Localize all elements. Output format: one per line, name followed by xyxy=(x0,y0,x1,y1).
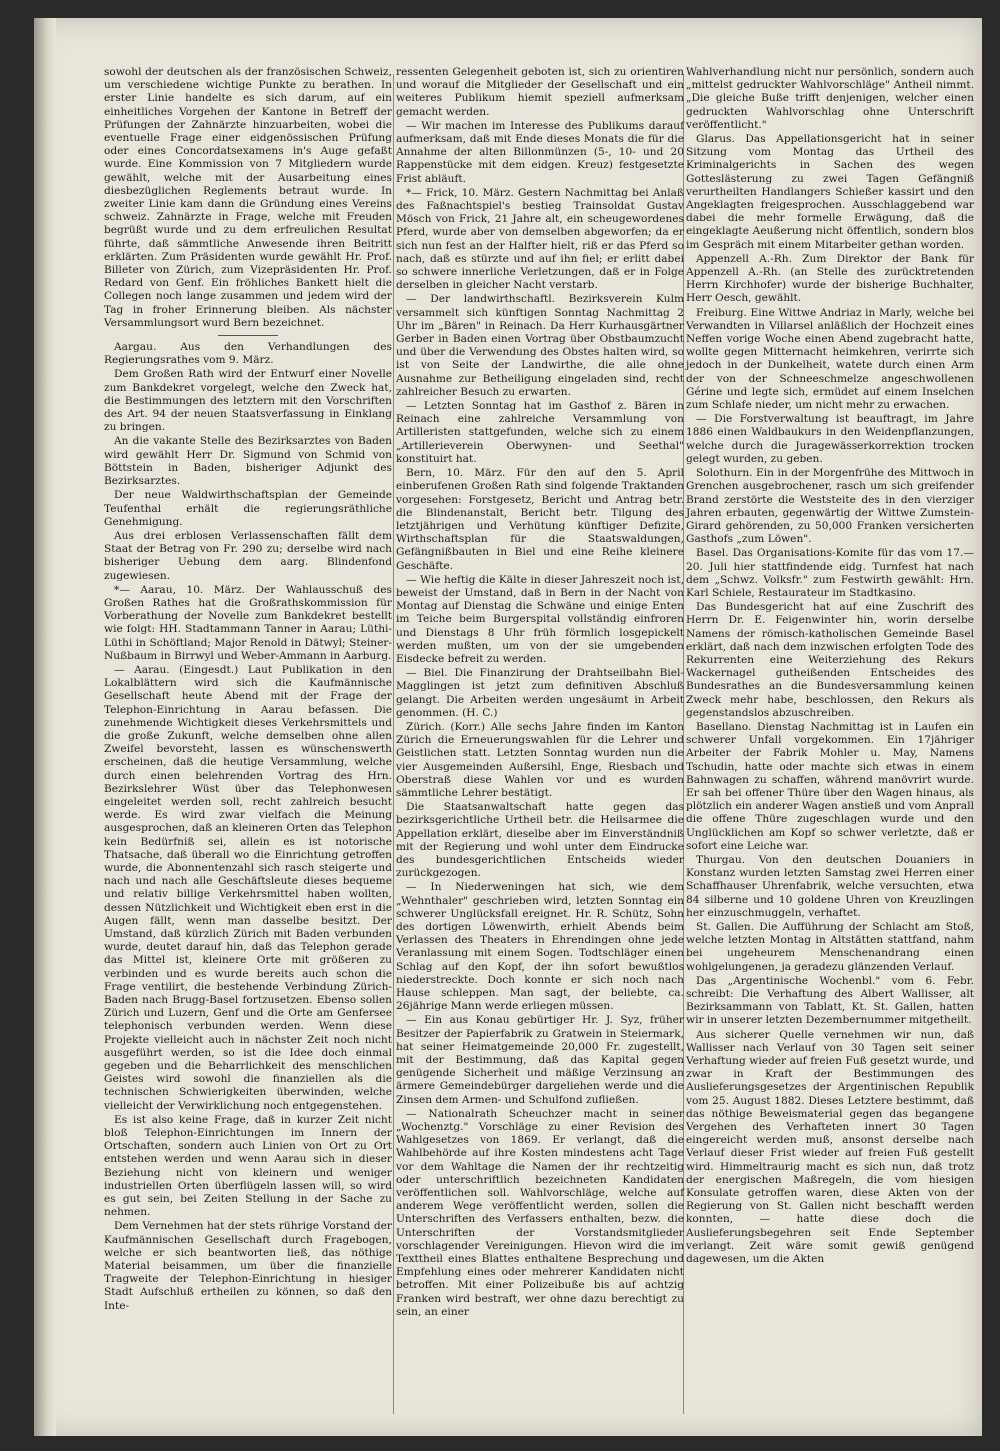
article-text: — Letzten Sonntag hat im Gasthof z. Bären in Reinach eine zahlreiche Versammlung von Artilleristen stattgefunden, welche sich zu einem „Artillerieverein Oberwynen- und Seethal" konstituirt hat. xyxy=(396,400,684,465)
column-2 xyxy=(396,66,684,1320)
article-text: Glarus. Das Appellationsgericht hat in seiner Sitzung vom Montag das Urtheil des Kriminalgerichts in Sachen des wegen Gotteslästerung zu zwei Tagen Gefängniß verurtheilten Handlangers Schießer kassirt und den Angeklagten freigesprochen. Ausschlaggebend war dabei die mehr formelle Erwägung, daß die eingeklagte Aeußerung nicht öffentlich, sondern blos im Gespräch mit einem Mitarbeiter gethan worden. xyxy=(686,133,974,251)
article-text: Basel. Das Organisations-Komite für das vom 17.—20. Juli hier stattfindende eidg. Turnfest hat nach dem „Schwz. Volksfr." zum Festwirth gewählt: Hrn. Karl Schiele, Restaurateur im Stadtkasino. xyxy=(686,547,974,599)
article-text: *— Frick, 10. März. Gestern Nachmittag bei Anlaß des Faßnachtspiel's bestieg Trainsoldat Gustav Mösch von Frick, 21 Jahre alt, ein scheugewordenes Pferd, wurde aber von demselben abgeworfen; da er sich nun fest an der Halfter hielt, riß er das Pferd so nach, daß es stürzte und auf ihn fiel; er erlitt dabei so schwere innerliche Verletzungen, daß er in Folge derselben in gleicher Nacht verstarb. xyxy=(396,186,684,292)
article-text: Das „Argentinische Wochenbl." vom 6. Febr. schreibt: Die Verhaftung des Albert Wallisser, alt Bezirksammann von Tablatt, Kt. St. Gallen, hatten wir in unserer letzten Dezembernummer mitgetheilt. xyxy=(686,974,974,1027)
article-text: Das Bundesgericht hat auf eine Zuschrift des Herrn Dr. E. Feigenwinter hin, worin derselbe Namens der römisch-katholischen Gemeinde Basel erklärt, daß nach dem inzwischen erfolgten Tode des Rekurrenten eine Weiterziehung des Rekurs Wackernagel gutheißenden Entscheides des Bundesrathes an die Bundesversammlung keinen Zweck mehr habe, beschlossen, den Rekurs als gegenstandslos abzuschreiben. xyxy=(686,601,974,719)
article-text: Solothurn. Ein in der Morgenfrühe des Mittwoch in Grenchen ausgebrochener, rasch um sich greifender Brand zerstörte die Weststeite des in den vierziger Jahren erbauten, gegenwärtig der Wittwe Zumstein-Girard gehörenden, zu 50,000 Franken versicherten Gasthofs „zum Löwen". xyxy=(686,467,974,546)
article-text: Thurgau. Von den deutschen Douaniers in Konstanz wurden letzten Samstag zwei Herren einer Schaffhauser Uhrenfabrik, welche versuchten, etwa 84 silberne und 10 goldene Uhren von Kreuzlingen her einzuschmuggeln, verhaftet. xyxy=(686,853,974,919)
article-text: Die Staatsanwaltschaft hatte gegen das bezirksgerichtliche Urtheil betr. die Heilsarmee die Appellation erklärt, dieselbe aber im Einverständniß mit der Regierung und wohl unter dem Eindrucke des bundesgerichtlichen Entscheids wieder zurückgezogen. xyxy=(396,801,684,880)
article-text: ressenten Gelegenheit geboten ist, sich zu orientiren und worauf die Mitglieder der Gesellschaft und ein weiteres Publikum hiemit speziell aufmerksam gemacht werden. xyxy=(396,66,684,118)
article-text: — Ein aus Konau gebürtiger Hr. J. Syz, früher Besitzer der Papierfabrik zu Gratwein in Steiermark, hat seiner Heimatgemeinde 20,000 Fr. zugestellt, mit der Bestimmung, daß das Kapital gegen genügende Sicherheit und mäßige Verzinsung an ärmere Gemeindebürger dargeliehen werde und die Zinsen dem Armen- und Schulfond zufließen. xyxy=(396,1014,684,1106)
article-text: Zürich. (Korr.) Alle sechs Jahre finden im Kanton Zürich die Erneuerungswahlen für die Lehrer und Geistlichen statt. Letzten Sonntag wurden nun die vier Ausgemeinden Außersihl, Enge, Riesbach und Oberstraß diese Wahlen vor und es wurden sämmtliche Lehrer bestätigt. xyxy=(396,720,684,799)
article-text: — Nationalrath Scheuchzer macht in seiner „Wochenztg." Vorschläge zu einer Revision des Wahlgesetzes von 1869. Er verlangt, daß die Wahlbehörde auf ihre Kosten mindestens acht Tage vor dem Wahltage die Namen der ihr rechtzeitig oder unterschriftlich bezeichneten Kandidaten veröffentlichen soll. Wahlvorschläge, welche auf anderem Wege veröffentlicht werden, sollen die Unterschriften des Verfassers enthalten, bezw. die Unterschriften der Vorstandsmitglieder vorschlagender Vereinigungen. Hievon wird die im Texttheil eines Blattes enthaltene Besprechung und Empfehlung eines oder mehrerer Kandidaten nicht betroffen. Mit einer Polizeibuße bis auf achtzig Franken wird bestraft, wer ohne dazu berechtigt zu sein, an einer xyxy=(396,1107,684,1318)
article-text: Dem Vernehmen hat der stets rührige Vorstand der Kaufmännischen Gesellschaft durch Fragebogen, welche er sich beantworten ließ, das nöthige Material beisammen, um über die finanzielle Tragweite der Telephon-Einrichtung in hiesiger Stadt Aufschluß ertheilen zu können, so daß den Inte- xyxy=(104,1220,392,1312)
article-text: An die vakante Stelle des Bezirksarztes von Baden wird gewählt Herr Dr. Sigmund von Schmid von Böttstein in Baden, bisheriger Adjunkt des Bezirksarztes. xyxy=(104,435,392,488)
article-heading: Aargau. Aus den Verhandlungen des Regierungsrathes vom 9. März. xyxy=(104,341,392,367)
article-text: — Wie heftig die Kälte in dieser Jahreszeit noch ist, beweist der Umstand, daß in Bern in der Nacht von Montag auf Dienstag die Schwäne und einige Enten im Teiche beim Burgerspital vollständig einfroren und Dienstags 8 Uhr früh förmlich losgepickelt werden mußten, um von der sie umgebenden Eisdecke befreit zu werden. xyxy=(396,573,684,665)
article-text: — Wir machen im Interesse des Publikums darauf aufmerksam, daß mit Ende dieses Monats die für die Annahme der alten Billonmünzen (5-, 10- und 20 Rappenstücke mit dem eidgen. Kreuz) festgesetzte Frist abläuft. xyxy=(396,119,684,185)
article-text: — Biel. Die Finanzirung der Drahtseilbahn Biel-Magglingen ist jetzt zum definitiven Abschluß gelangt. Die Arbeiten werden ungesäumt in Arbeit genommen. (H. C.) xyxy=(396,667,684,719)
page-binding-edge xyxy=(34,18,56,1436)
article-text: — Der landwirthschaftl. Bezirksverein Kulm versammelt sich künftigen Sonntag Nachmittag 2 Uhr im „Bären" in Reinach. Da Herr Kurhausgärtner Gerber in Baden einen Vortrag über Obstbaumzucht und über die Verwendung des Obstes halten wird, so ist von Seite der Landwirthe, die alle ohne Ausnahme zur Betheiligung eingeladen sind, recht zahlreicher Besuch zu erwarten. xyxy=(396,293,684,398)
article-text: — Aarau. (Eingesdt.) Laut Publikation in den Lokalblättern wird sich die Kaufmännische Gesellschaft heute Abend mit der Frage der Telephon-Einrichtung in Aarau befassen. Die zunehmende Wichtigkeit dieses Verkehrsmittels und die große Zukunft, welche demselben ohne allen Zweifel bevorsteht, lassen es wünschenswerth erscheinen, daß die heutige Versammlung, welche durch einen belehrenden Vortrag des Hrn. Bezirkslehrer Wüst über das Telephonwesen eingeleitet werden soll, recht zahlreich besucht werde. Es wird zwar vielfach die Meinung ausgesprochen, daß an kleineren Orten das Telephon kein Bedürfniß sei, allein es ist notorische Thatsache, daß überall wo die Einrichtung getroffen wurde, die Abonnentenzahl sich rasch steigerte und nach und nach alle Geschäftsleute dieses bequeme und relativ billige Verkehrsmittel haben wollten, dessen Nützlichkeit und Wichtigkeit eben erst in die Augen fällt, wenn man dasselbe besitzt. Der Umstand, daß kürzlich Zürich mit Baden verbunden wurde, deutet darauf hin, daß das Telephon gerade das Mittel ist, kleinere Orte mit größeren zu verbinden und es wurde bereits auch schon die Frage ventilirt, die bestehende Verbindung Zürich-Baden nach Brugg-Basel fortzusetzen. Ebenso sollen Zürich und Luzern, Genf und die Orte am Genfersee telephonisch verbunden werden. Wenn diese Projekte vielleicht auch in nächster Zeit noch nicht ausgeführt werden, so ist die Idee doch einmal gegeben und die Beharrlichkeit des menschlichen Geistes wird sowohl die finanziellen als die technischen Schwierigkeiten überwinden, welche vielleicht der Verwirklichung noch entgegenstehen. xyxy=(104,663,392,1112)
article-text: sowohl der deutschen als der französischen Schweiz, um verschiedene wichtige Punkte zu berathen. In erster Linie handelte es sich darum, auf ein einheitliches Vorgehen der Kantone in Betreff der Prüfungen der Zahnärzte hinzuarbeiten, wobei die eventuelle Frage einer eidgenössischen Prüfung oder eines Concordatsexamens in's Auge gefaßt wurde. Eine Kommission von 7 Mitgliedern wurde gewählt, welche mit der Ausarbeitung eines diesbezüglichen Reglements betraut wurde. In zweiter Linie kam dann die Gründung eines Vereins schweiz. Zahnärzte in Frage, welche mit Freuden begrüßt wurde und zu dem erfreulichen Resultat führte, daß sämmtliche Anwesende ihren Beitritt erklärten. Zum Präsidenten wurde gewählt Hr. Prof. Billeter von Zürich, zum Vizepräsidenten Hr. Prof. Redard von Genf. Ein fröhliches Bankett hielt die Collegen noch lange zusammen und jedem wird der Tag in froher Erinnerung bleiben. Als nächster Versammlungsort wurd Bern bezeichnet. xyxy=(104,66,392,329)
newspaper-page xyxy=(34,18,982,1436)
column-3 xyxy=(686,66,974,1267)
article-separator xyxy=(218,335,278,336)
article-text: Aus drei erblosen Verlassenschaften fällt dem Staat der Betrag von Fr. 290 zu; derselbe wird nach bisheriger Uebung dem aarg. Blindenfond zugewiesen. xyxy=(104,529,392,582)
column-rule xyxy=(393,74,394,1414)
article-text: Wahlverhandlung nicht nur persönlich, sondern auch „mittelst gedruckter Wahlvorschläge" Antheil nimmt. „Die gleiche Buße trifft denjenigen, welcher einen gedruckten Wahlvorschlag ohne Unterschrift veröffentlicht." xyxy=(686,66,974,131)
article-text: Dem Großen Rath wird der Entwurf einer Novelle zum Bankdekret vorgelegt, welche den Zweck hat, die Bestimmungen des letztern mit den Vorschriften des Art. 94 der neuen Staatsverfassung in Einklang zu bringen. xyxy=(104,368,392,434)
article-text: Der neue Waldwirthschaftsplan der Gemeinde Teufenthal erhält die regierungsräthliche Genehmigung. xyxy=(104,489,392,528)
article-text: Freiburg. Eine Wittwe Andriaz in Marly, welche bei Verwandten in Villarsel anläßlich der Hochzeit eines Neffen vorige Woche einen Abend zugebracht hatte, wollte gegen Mitternacht heimkehren, verirrte sich jedoch in der Dunkelheit, watete durch einen Arm der von der Schneeschmelze angeschwollenen Gérine und legte sich, ermüdet auf einem Inselchen zum Schlafe nieder, um nicht mehr zu erwachen. xyxy=(686,306,974,412)
article-text: Es ist also keine Frage, daß in kurzer Zeit nicht bloß Telephon-Einrichtungen im Innern der Ortschaften, sondern auch Linien von Ort zu Ort entstehen werden und wenn Aarau sich in dieser Beziehung nicht von kleinern und weniger industriellen Orten überflügeln lassen will, so wird es gut sein, bei Zeiten Stellung in der Sache zu nehmen. xyxy=(104,1113,392,1219)
article-text: St. Gallen. Die Aufführung der Schlacht am Stoß, welche letzten Montag in Altstätten stattfand, nahm bei ungeheurem Menschenandrang einen wohlgelungenen, ja geradezu glänzenden Verlauf. xyxy=(686,921,974,973)
article-text: Aus sicherer Quelle vernehmen wir nun, daß Wallisser nach Verlauf von 30 Tagen seit seiner Verhaftung wieder auf freien Fuß gesetzt wurde, und zwar in Kraft der Bestimmungen des Auslieferungsgesetzes der Argentinischen Republik vom 25. August 1882. Dieses Letztere bestimmt, daß das nöthige Beweismaterial gegen das begangene Vergehen des Verhafteten innert 30 Tagen eingereicht werden muß, ansonst derselbe nach Verlauf dieser Frist wieder auf freien Fuß gestellt wird. Himmeltraurig macht es sich nun, daß trotz der energischen Maßregeln, die vom hiesigen Konsulate getroffen waren, diese Akten von der Regierung von St. Gallen nicht beschafft werden konnten, — hatte diese doch die Auslieferungsbegehren seit Ende September verlangt. Zeit wäre somit gewiß genügend dagewesen, um die Akten xyxy=(686,1028,974,1266)
article-text: Bern, 10. März. Für den auf den 5. April einberufenen Großen Rath sind folgende Traktanden vorgesehen: Forstgesetz, Bericht und Antrag betr. die Blindenanstalt, Bericht betr. Tilgung des letztjährigen und Verhütung künftiger Defizite, Wirthschaftsplan für die Staatswaldungen, Gefängnißbauten in Biel und eine Reihe kleinere Geschäfte. xyxy=(396,467,684,572)
article-text: — Die Forstverwaltung ist beauftragt, im Jahre 1886 einen Waldbaukurs in den Weidenpflanzungen, welche durch die Juragewässerkorrektion trocken gelegt wurden, zu geben. xyxy=(686,413,974,465)
column-1 xyxy=(104,66,392,1314)
article-text: *— Aarau, 10. März. Der Wahlausschuß des Großen Rathes hat die Großrathskommission für Vorberathung der Novelle zum Bankdekret bestellt wie folgt: HH. Stadtammann Tanner in Aarau; Lüthi-Lüthi in Schöftland; Major Renold in Dätwyl; Steiner-Nußbaum in Birrwyl und Weber-Ammann in Aarburg. xyxy=(104,583,392,662)
article-text: Appenzell A.-Rh. Zum Direktor der Bank für Appenzell A.-Rh. (an Stelle des zurücktretenden Herrn Kirchhofer) wurde der bisherige Buchhalter, Herr Oesch, gewählt. xyxy=(686,252,974,305)
article-text: — In Niederweningen hat sich, wie dem „Wehnthaler" geschrieben wird, letzten Sonntag ein schwerer Unglücksfall ereignet. Hr. R. Schütz, Sohn des dortigen Löwenwirth, erhielt Abends beim Verlassen des Theaters in Ehrendingen ohne jede Veranlassung mit einem Sogen. Todtschläger einen Schlag auf den Kopf, der ihn sofort bewußtlos niederstreckte. Doch konnte er sich noch nach Hause schleppen. Man sagt, der beliebte, ca. 26jährige Mann werde erliegen müssen. xyxy=(396,881,684,1013)
article-text: Basellano. Dienstag Nachmittag ist in Laufen ein schwerer Unfall vorgekommen. Ein 17jähriger Arbeiter der Fabrik Mohler u. May, Namens Tschudin, hatte oder machte sich etwas in einem Bahnwagen zu schaffen, während manövrirt wurde. Er sah bei offener Thüre über den Wagen hinaus, als plötzlich ein anderer Wagen anstieß und vom Anprall die offene Thüre zugeschlagen wurde und den Unglücklichen am Kopf so schwer verletzte, daß er sofort eine Leiche war. xyxy=(686,720,974,852)
